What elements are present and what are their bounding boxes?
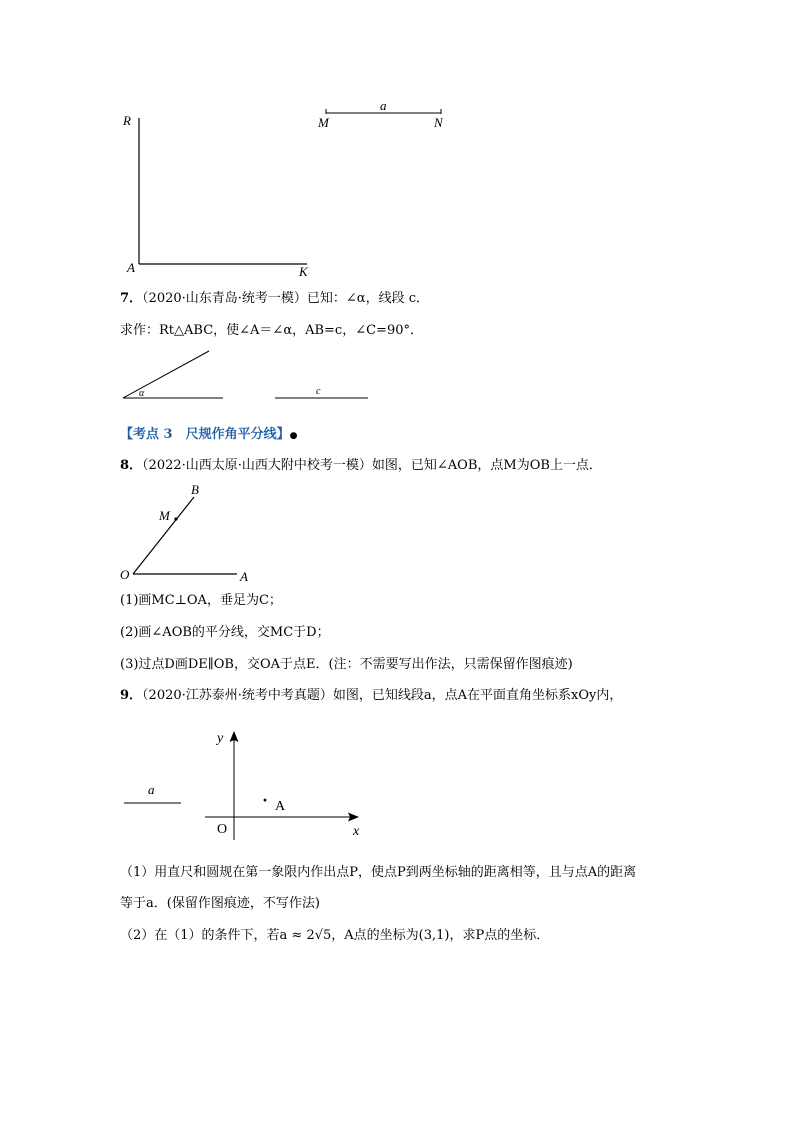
question-9-part-1-line-1: （1）用直尺和圆规在第一象限内作出点P，使点P到两坐标轴的距离相等，且与点A的距离 xyxy=(120,865,637,880)
label-alpha: α xyxy=(139,388,145,399)
angle-ray-upper xyxy=(123,351,209,398)
question-9-part-2: （2）在（1）的条件下，若a ≈ 2√5，A点的坐标为(3,1)，求P点的坐标． xyxy=(120,928,550,943)
label-a: A xyxy=(240,569,248,584)
label-m: M xyxy=(159,508,170,523)
label-segment-a: a xyxy=(380,98,387,113)
figure-angle-aob xyxy=(115,480,265,585)
topic-3-bullet: ● xyxy=(289,431,298,441)
figure-segment-mn xyxy=(312,96,462,136)
question-7-number: 7． xyxy=(120,291,143,306)
question-8-source: （2022·山西太原·山西大附中校考一模） xyxy=(142,458,372,473)
topic-3-heading xyxy=(120,427,297,444)
label-m: M xyxy=(318,115,329,130)
label-b: B xyxy=(191,482,199,497)
label-point-a: A xyxy=(275,799,286,814)
label-c: c xyxy=(316,386,321,397)
question-9-source: （2020·江苏泰州·统考中考真题） xyxy=(142,688,333,703)
figure-angle-alpha xyxy=(115,345,385,405)
question-8-text: 如图，已知∠AOB，点M为OB上一点． xyxy=(371,458,602,473)
label-o: O xyxy=(120,567,130,582)
question-7-text: 已知：∠α，线段 c． xyxy=(306,291,429,306)
question-7 xyxy=(120,291,429,307)
point-a-dot: · xyxy=(262,790,269,810)
question-7-source: （2020·山东青岛·统考一模） xyxy=(142,291,307,306)
question-9-number: 9． xyxy=(120,688,143,703)
question-8-step-3: (3)过点D画DE∥OB，交OA于点E．(注：不需要写出作法，只需保留作图痕迹) xyxy=(120,657,573,672)
question-8-number: 8． xyxy=(120,458,143,473)
figure-coordinate-plane xyxy=(115,722,375,842)
topic-3-title: 【考点 3 尺规作角平分线】 xyxy=(120,427,290,442)
label-y: y xyxy=(217,731,224,746)
question-8-step-2: (2)画∠AOB的平分线，交MC于D； xyxy=(120,625,330,640)
question-9-text: 如图，已知线段a，点A在平面直角坐标系xOy内， xyxy=(332,688,623,703)
figure-right-angle xyxy=(115,108,325,283)
label-r: R xyxy=(123,113,131,128)
question-8 xyxy=(120,458,602,474)
question-9-part-1-line-2: 等于a．(保留作图痕迹，不写作法) xyxy=(120,896,320,911)
label-x: x xyxy=(353,824,360,839)
question-7-task: 求作：Rt△ABC，使∠A＝∠α，AB=c，∠C=90°． xyxy=(120,323,423,338)
question-9 xyxy=(120,688,622,704)
question-8-step-1: (1)画MC⊥OA，垂足为C； xyxy=(120,593,282,608)
label-a: A xyxy=(127,260,135,275)
label-segment-a: a xyxy=(148,782,155,797)
label-origin: O xyxy=(217,822,228,837)
point-m xyxy=(174,517,177,520)
label-k: K xyxy=(299,264,308,279)
label-n: N xyxy=(434,115,443,130)
